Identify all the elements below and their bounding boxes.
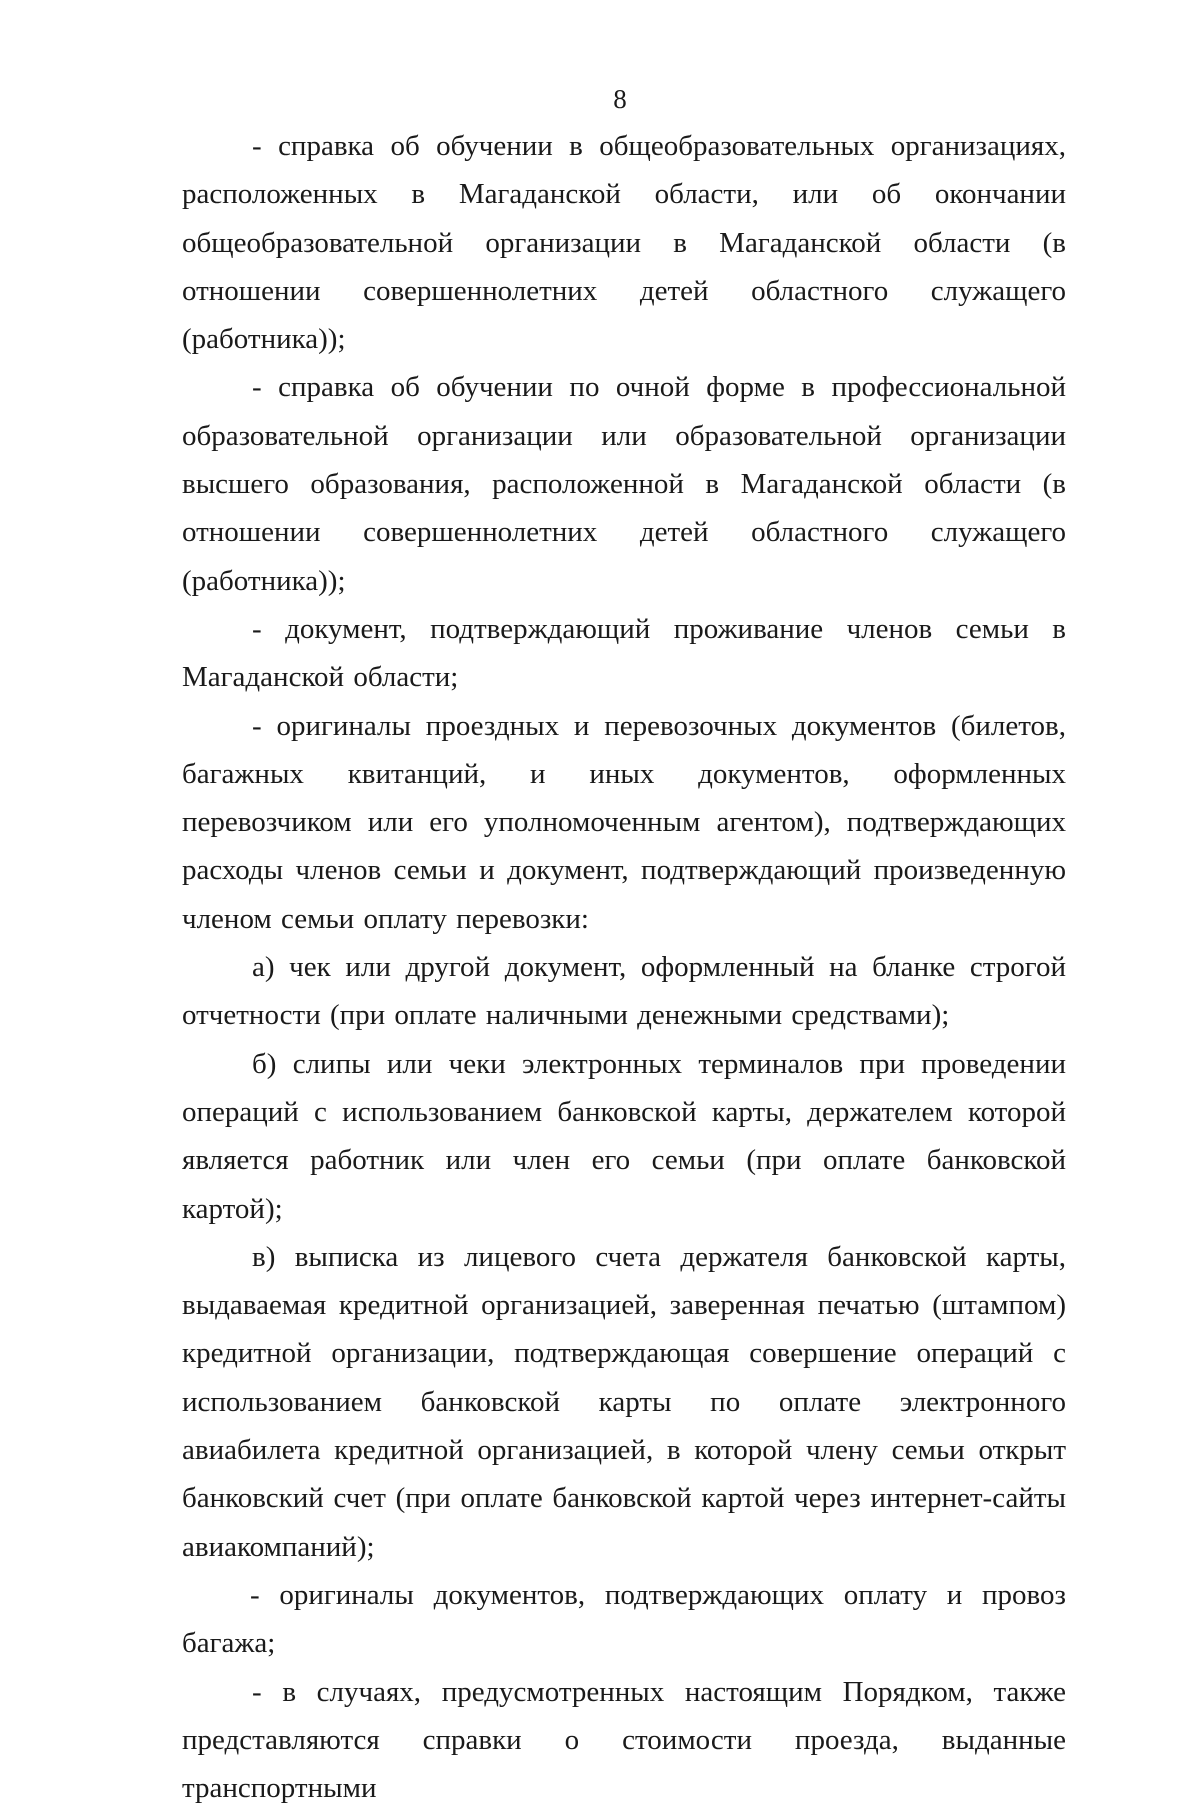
document-body [182, 122, 1066, 1812]
paragraph-travel-documents: - оригиналы проездных и перевозочных документов (билетов, багажных квитанций, и иных документов, оформленных перевозчиком или его уполномоченным агентом), подтверждающих расходы членов семьи и документ, подтверждающий произведенную членом семьи оплату перевозки: [182, 702, 1066, 943]
paragraph-baggage-documents: - оригиналы документов, подтверждающих оплату и провоз багажа; [182, 1571, 1066, 1668]
paragraph-fare-certificates: - в случаях, предусмотренных настоящим Порядком, также представляются справки о стоимости проезда, выданные транспортными [182, 1668, 1066, 1812]
paragraph-item-c: в) выписка из лицевого счета держателя банковской карты, выдаваемая кредитной организацией, заверенная печатью (штампом) кредитной организации, подтверждающая совершение операций с использованием банковской карты по оплате электронного авиабилета кредитной организацией, в которой члену семьи открыт банковский счет (при оплате банковской картой через интернет-сайты авиакомпаний); [182, 1233, 1066, 1571]
paragraph-certificate-general-education: - справка об обучении в общеобразовательных организациях, расположенных в Магаданской области, или об окончании общеобразовательной организации в Магаданской области (в отношении совершеннолетних детей областного служащего (работника)); [182, 122, 1066, 363]
paragraph-certificate-full-time-study: - справка об обучении по очной форме в профессиональной образовательной организации или образовательной организации высшего образования, расположенной в Магаданской области (в отношении совершеннолетних детей областного служащего (работника)); [182, 363, 1066, 604]
paragraph-item-b: б) слипы или чеки электронных терминалов при проведении операций с использованием банковской карты, держателем которой является работник или член его семьи (при оплате банковской картой); [182, 1040, 1066, 1233]
paragraph-residence-document: - документ, подтверждающий проживание членов семьи в Магаданской области; [182, 605, 1066, 702]
paragraph-item-a: а) чек или другой документ, оформленный на бланке строгой отчетности (при оплате наличными денежными средствами); [182, 943, 1066, 1040]
page-number: 8 [0, 84, 1200, 114]
